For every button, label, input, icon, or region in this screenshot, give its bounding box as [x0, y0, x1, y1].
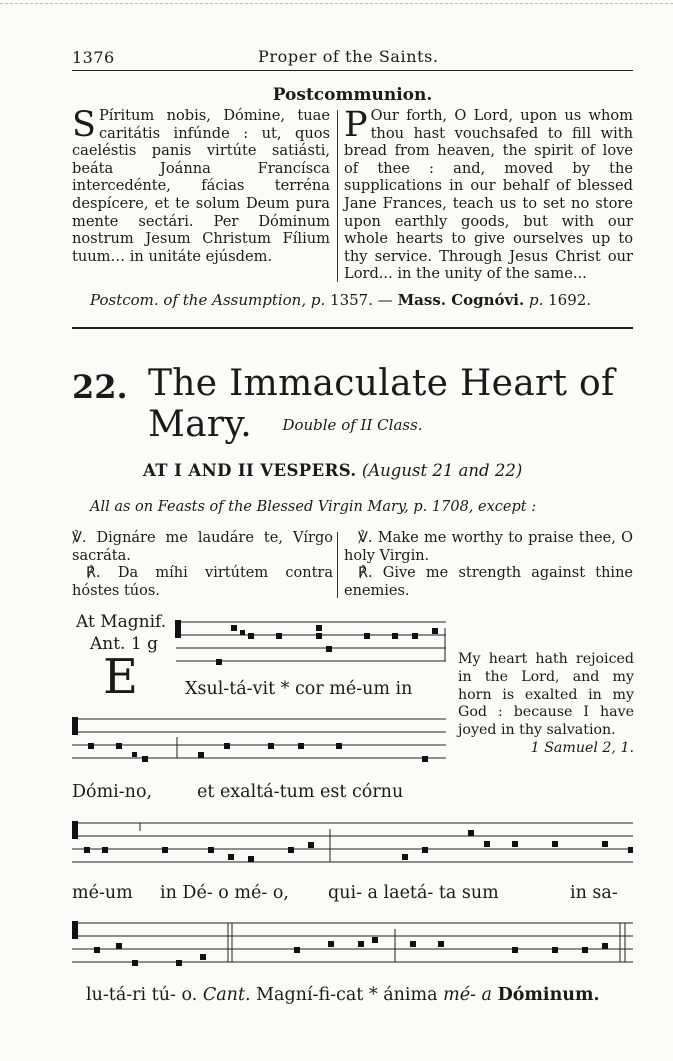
neume: [248, 633, 254, 639]
neume: [198, 752, 204, 758]
neume: [176, 960, 182, 966]
neume: [316, 633, 322, 639]
page-top-edge: [0, 3, 673, 4]
neume: [512, 841, 518, 847]
lyric-line-2a: Dómi-no,: [72, 782, 153, 802]
neume: [294, 947, 300, 953]
neume: [328, 941, 334, 947]
antiphon-mode: Ant. 1 g: [90, 634, 158, 654]
versicle-latin: ℣. Dignáre me laudáre te, Vírgo sacráta. ℟. Da míhi virtútem contra hóstes túos.: [72, 530, 333, 599]
neume: [228, 854, 234, 860]
clef-mark: [72, 921, 78, 939]
neume: [410, 941, 416, 947]
rubric-all-as: All as on Feasts of the Blessed Virgin Mary, p. 1708, except :: [90, 499, 537, 515]
header-rule: [72, 70, 633, 71]
neume: [288, 847, 294, 853]
chant-staff-2: [72, 717, 446, 765]
latin-dropcap: S: [72, 105, 96, 145]
neume: [628, 847, 633, 853]
cross-reference: Postcom. of the Assumption, p. 1357. — Mass. Cognóvi. p. 1692.: [90, 291, 592, 309]
neume: [602, 943, 608, 949]
vespers-heading: AT I AND II VESPERS. (August 21 and 22): [143, 461, 523, 480]
lyric-line-2b: et exaltá-tum est córnu: [197, 782, 404, 802]
neume: [468, 830, 474, 836]
neume: [142, 756, 148, 762]
section-rule: [72, 327, 633, 329]
neume: [552, 841, 558, 847]
neume: [358, 941, 364, 947]
neume: [248, 856, 254, 862]
lyric-line-3a: mé-um: [72, 883, 133, 903]
antiphon-label: At Magnif.: [76, 612, 167, 632]
latin-text: Píritum nobis, Dómine, tuae caritátis infúnde : ut, quos caeléstis panis virtúte satiásti, beáta Joánna Francísca intercedénte, fácias terréna despícere, et te solum Deum pura mente sectári. Per Dóminum nostrum Jesum Christum Fílium tuum… in unitáte ejúsdem.: [72, 107, 330, 265]
clef-mark: [72, 717, 78, 735]
neume: [602, 841, 608, 847]
neume: [392, 633, 398, 639]
antiphon-initial: E: [103, 649, 139, 705]
neume: [84, 847, 90, 853]
running-title: Proper of the Saints.: [258, 47, 439, 66]
neume: [94, 947, 100, 953]
neume: [208, 847, 214, 853]
antiphon-translation: My heart hath rejoiced in the Lord, and my horn is exalted in my God : because I have joyed in thy salvation. 1 Samuel 2, 1.: [458, 651, 634, 756]
neume: [336, 743, 342, 749]
neume: [200, 954, 206, 960]
neume: [326, 646, 332, 652]
lyric-line-3d: in sa-: [570, 883, 618, 903]
neume: [231, 625, 237, 631]
postcommunion-english: [344, 107, 633, 283]
neume: [276, 633, 282, 639]
column-divider: [337, 110, 338, 282]
neume: [88, 743, 94, 749]
lyric-line-3c: qui- a laetá- ta sum: [328, 883, 499, 903]
clef-mark: [72, 821, 78, 839]
versicle-divider: [337, 532, 338, 598]
lyric-line-1: Xsul-tá-vit * cor mé-um in: [185, 679, 413, 699]
clef-mark: [175, 620, 181, 638]
feast-number: 22.: [72, 368, 128, 406]
neume: [132, 752, 137, 757]
neume: [422, 847, 428, 853]
neume: [116, 743, 122, 749]
chant-staff-1: [176, 620, 446, 668]
neume: [422, 756, 428, 762]
neume: [412, 633, 418, 639]
lyric-line-4: lu-tá-ri tú- o. Cant. Magní-fi-cat * ánima mé- a Dóminum.: [86, 985, 600, 1005]
neume: [372, 937, 378, 943]
neume: [432, 628, 438, 634]
neume: [484, 841, 490, 847]
chant-staff-4: [72, 921, 633, 971]
page-number: 1376: [72, 48, 115, 67]
neume: [224, 743, 230, 749]
postcommunion-latin: [72, 107, 330, 265]
neume: [552, 947, 558, 953]
neume: [364, 633, 370, 639]
neume: [582, 947, 588, 953]
neume: [132, 960, 138, 966]
chant-staff-3: [72, 821, 633, 869]
neume: [102, 847, 108, 853]
neume: [512, 947, 518, 953]
lyric-line-3b: in Dé- o mé- o,: [160, 883, 289, 903]
english-dropcap: P: [344, 105, 368, 145]
neume: [316, 625, 322, 631]
neume: [216, 659, 222, 665]
neume: [240, 630, 245, 635]
neume: [268, 743, 274, 749]
neume: [402, 854, 408, 860]
versicle-english: ℣. Make me worthy to praise thee, O holy Virgin. ℟. Give me strength against thine enemies.: [344, 530, 633, 599]
neume: [308, 842, 314, 848]
neume: [298, 743, 304, 749]
feast-title: The Immaculate Heart of Mary.: [148, 363, 615, 445]
feast-rank: Double of II Class.: [282, 416, 423, 434]
neume: [162, 847, 168, 853]
postcommunion-title: Postcommunion.: [272, 85, 433, 105]
english-text: Our forth, O Lord, upon us whom thou hast vouchsafed to fill with bread from heaven, the spirit of love of thee : and, moved by the supplications in our behalf of blessed Jane Frances, teach us to set no store upon earthly goods, but with our whole hearts to give ourselves up to thy service. Through Jesus Christ our Lord... in the unity of the same...: [344, 107, 633, 283]
neume: [438, 941, 444, 947]
neume: [116, 943, 122, 949]
